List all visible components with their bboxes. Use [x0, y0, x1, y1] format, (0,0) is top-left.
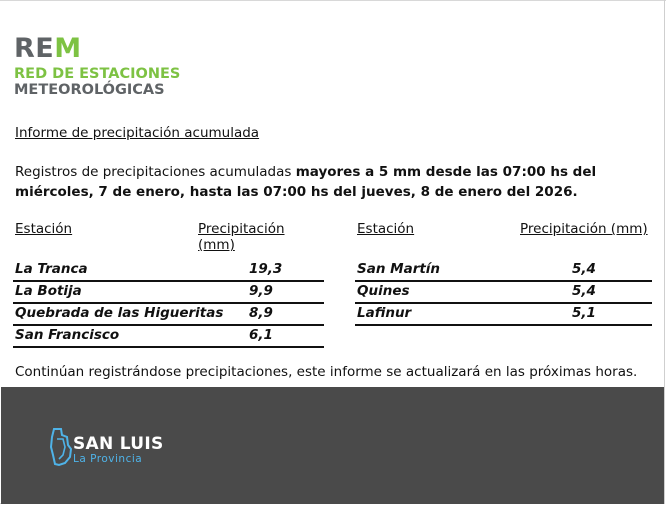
table-header — [355, 221, 652, 241]
table-row — [13, 304, 324, 326]
precip-table-right — [355, 221, 652, 326]
precip-value: 5,4 — [572, 261, 596, 277]
station-name: San Francisco — [15, 327, 120, 343]
table-row — [355, 282, 652, 304]
brand-name: SAN LUIS — [73, 434, 164, 454]
precip-value: 6,1 — [249, 327, 273, 343]
rem-logo-m: M — [54, 33, 82, 64]
header-precipitation: Precipitación (mm) — [198, 221, 285, 253]
brand-subtitle: La Provincia — [73, 453, 143, 465]
precip-value: 5,1 — [572, 305, 596, 321]
intro-bold-text: mayores a 5 mm desde las 07:00 hs del miércoles, 7 de enero, hasta las 07:00 hs del jueves, 8 de enero del 2026. — [15, 164, 597, 200]
precip-value: 9,9 — [249, 283, 273, 299]
table-rows — [13, 260, 324, 348]
header-station: Estación — [357, 221, 415, 237]
precip-value: 8,9 — [249, 305, 273, 321]
station-name: Quines — [357, 283, 410, 299]
rem-logo-line2: METEOROLÓGICAS — [14, 82, 165, 98]
precip-table-left — [13, 221, 324, 348]
table-row — [355, 260, 652, 282]
table-row — [13, 260, 324, 282]
header-precipitation: Precipitación (mm) — [520, 221, 648, 237]
report-title: Informe de precipitación acumulada — [15, 125, 260, 141]
rem-logo-re: RE — [14, 33, 55, 64]
precip-value: 19,3 — [249, 261, 283, 277]
footer-banner — [1, 387, 664, 504]
precip-value: 5,4 — [572, 283, 596, 299]
table-header — [13, 221, 324, 253]
table-row — [355, 304, 652, 326]
report-intro — [15, 162, 665, 202]
intro-plain-text: Registros de precipitaciones acumuladas — [15, 164, 296, 180]
table-row — [13, 282, 324, 304]
table-row — [13, 326, 324, 348]
report-closing-note: Continúan registrándose precipitaciones, este informe se actualizará en las próximas horas. — [15, 364, 638, 380]
san-luis-map-icon — [49, 427, 73, 467]
station-name: Quebrada de las Higueritas — [15, 305, 224, 321]
rem-logo-wordmark — [14, 34, 180, 64]
station-name: La Tranca — [15, 261, 88, 277]
station-name: San Martín — [357, 261, 441, 277]
header-station: Estación — [15, 221, 73, 237]
station-name: Lafinur — [357, 305, 412, 321]
table-rows — [355, 260, 652, 326]
rem-logo-line1: RED DE ESTACIONES — [14, 66, 181, 82]
rem-logo — [14, 34, 180, 99]
station-name: La Botija — [15, 283, 82, 299]
